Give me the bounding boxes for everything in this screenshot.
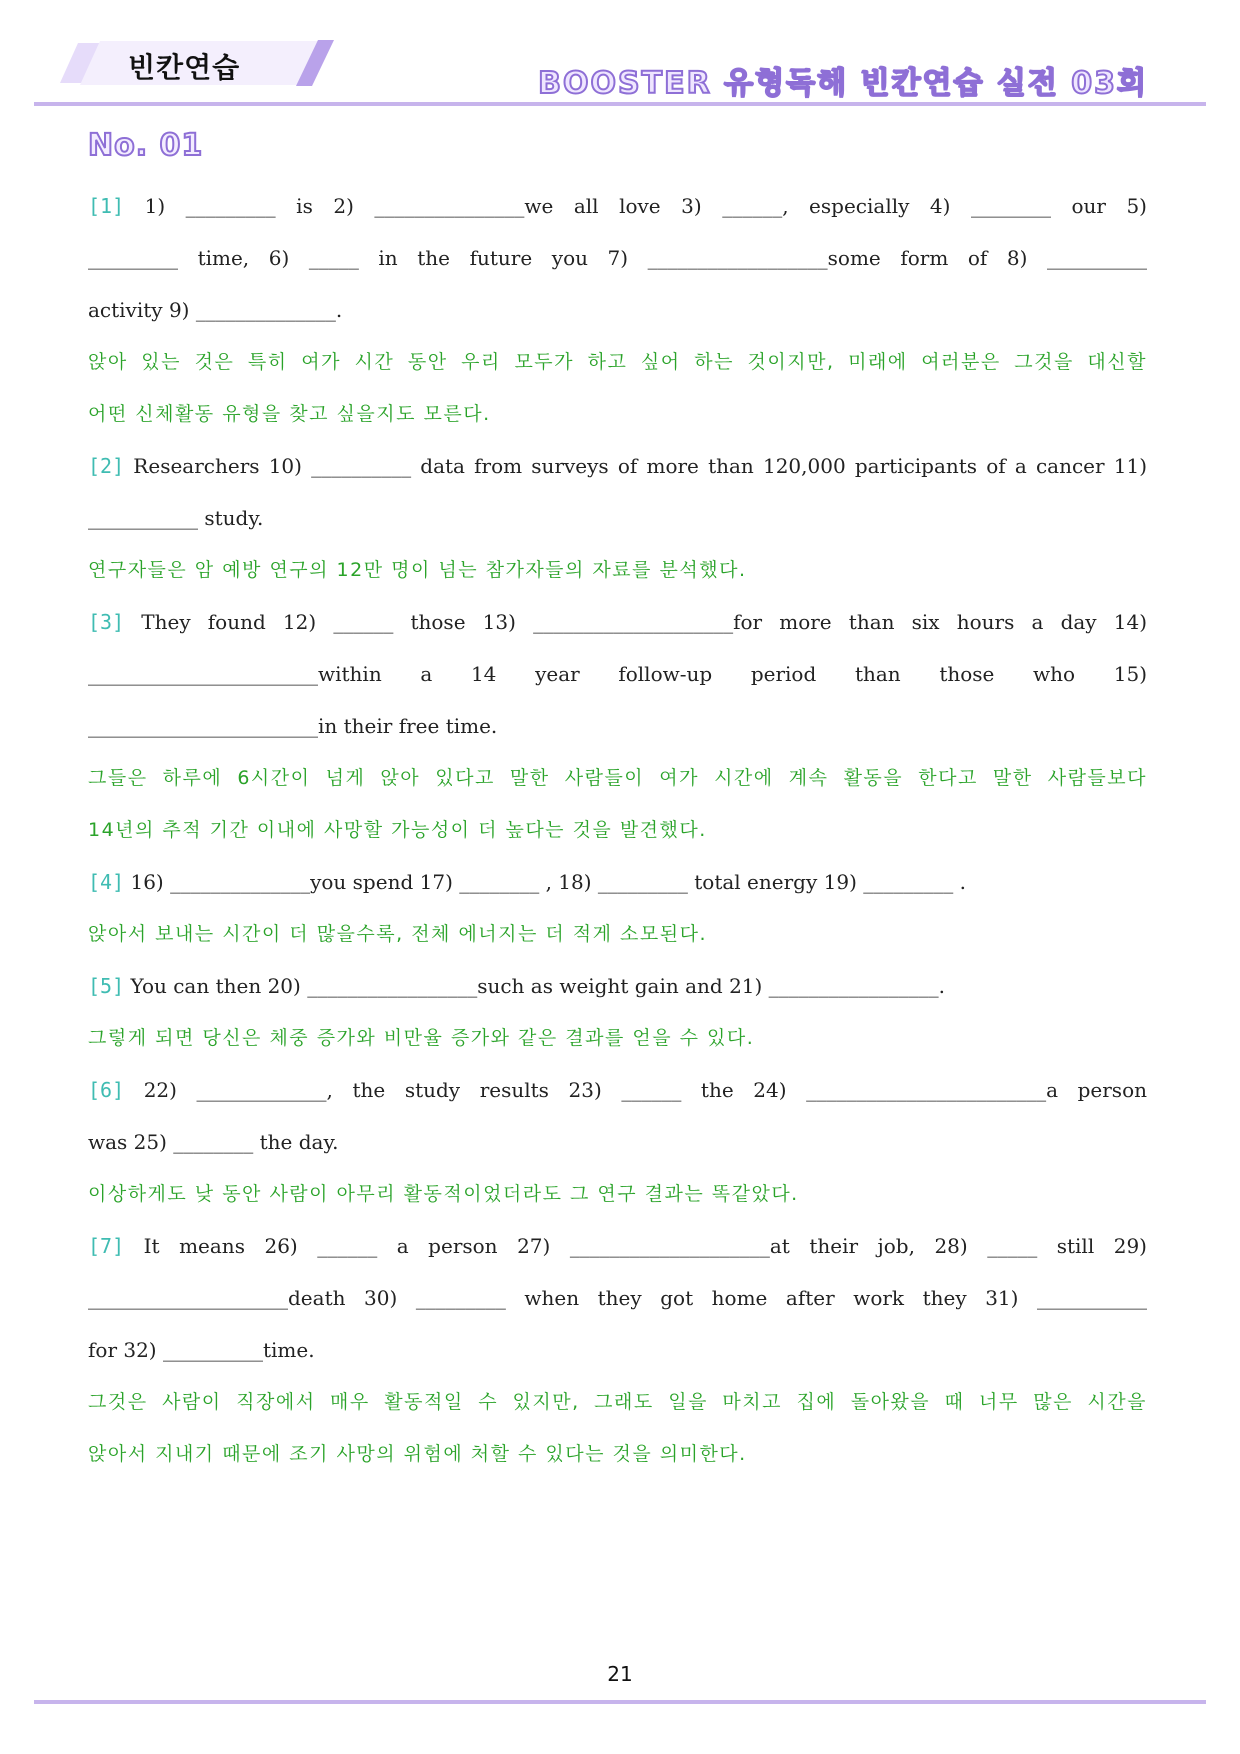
korean-translation-line	[88, 760, 1147, 812]
exercise-line	[88, 708, 1147, 760]
line-text: _______________________within a 14 year follow-up period than those who 15)	[88, 662, 1147, 686]
line-text: _________ time, 6) _____ in the future you 7) __________________some form of 8) __________	[88, 246, 1147, 270]
line-text: 그것은 사람이 직장에서 매우 활동적일 수 있지만, 그래도 일을 마치고 집에 돌아왔을 때 너무 많은 시간을	[88, 1391, 1147, 1413]
line-text: activity 9) ______________.	[88, 298, 343, 322]
korean-translation-line	[88, 1384, 1147, 1436]
korean-translation-line	[88, 344, 1147, 396]
exercise-line	[88, 1228, 1147, 1280]
exercise-line	[88, 1332, 1147, 1384]
footer-rule	[34, 1700, 1206, 1704]
korean-translation-line	[88, 552, 1147, 604]
item-marker: [1]	[88, 194, 125, 218]
item-marker: [2]	[88, 454, 125, 478]
item-marker: [5]	[88, 974, 125, 998]
section-tab-label: 빈칸연습	[128, 51, 241, 84]
line-text: They found 12) ______ those 13) ____________________for more than six hours a day 14)	[124, 610, 1147, 634]
item-marker: [7]	[88, 1234, 125, 1258]
problem-number: No. 01	[88, 128, 204, 163]
exercise-line	[88, 240, 1147, 292]
line-text: for 32) __________time.	[88, 1338, 315, 1362]
page-header	[0, 0, 1240, 110]
exercise-line	[88, 188, 1147, 240]
item-marker: [4]	[88, 870, 125, 894]
exercise-line	[88, 864, 1147, 916]
line-text: 14년의 추적 기간 이내에 사망할 가능성이 더 높다는 것을 발견했다.	[88, 819, 707, 841]
korean-translation-line	[88, 1020, 1147, 1072]
exercise-line	[88, 292, 1147, 344]
exercise-line	[88, 656, 1147, 708]
line-text: 어떤 신체활동 유형을 찾고 싶을지도 모른다.	[88, 403, 491, 425]
line-text: 연구자들은 암 예방 연구의 12만 명이 넘는 참가자들의 자료를 분석했다.	[88, 559, 747, 581]
line-text: 그들은 하루에 6시간이 넘게 앉아 있다고 말한 사람들이 여가 시간에 계속 활동을 한다고 말한 사람들보다	[88, 767, 1147, 789]
section-tab	[60, 40, 360, 86]
korean-translation-line	[88, 396, 1147, 448]
line-text: It means 26) ______ a person 27) ____________________at their job, 28) _____ still 29)	[124, 1234, 1147, 1258]
line-text: 16) ______________you spend 17) ________ , 18) _________ total energy 19) _________ .	[124, 870, 966, 894]
exercise-line	[88, 448, 1147, 500]
item-marker: [6]	[88, 1078, 125, 1102]
item-marker: [3]	[88, 610, 125, 634]
exercise-line	[88, 500, 1147, 552]
exercise-body	[88, 188, 1147, 1488]
line-text: ___________ study.	[88, 506, 264, 530]
korean-translation-line	[88, 1436, 1147, 1488]
exercise-lines	[88, 188, 1147, 1488]
korean-translation-line	[88, 916, 1147, 968]
line-text: ____________________death 30) _________ when they got home after work they 31) ___________	[88, 1286, 1147, 1310]
exercise-line	[88, 604, 1147, 656]
line-text: _______________________in their free time.	[88, 714, 498, 738]
line-text: 22) _____________, the study results 23) ______ the 24) ________________________a person	[124, 1078, 1147, 1102]
series-title: BOOSTER 유형독해 빈칸연습 실전 03회	[538, 66, 1148, 101]
line-text: 앉아서 지내기 때문에 조기 사망의 위험에 처할 수 있다는 것을 의미한다.	[88, 1443, 747, 1465]
exercise-line	[88, 1280, 1147, 1332]
line-text: 그렇게 되면 당신은 체중 증가와 비만율 증가와 같은 결과를 얻을 수 있다.	[88, 1027, 755, 1049]
line-text: You can then 20) _________________such as weight gain and 21) _________________.	[124, 974, 946, 998]
exercise-line	[88, 1124, 1147, 1176]
header-rule	[34, 102, 1206, 106]
exercise-line	[88, 968, 1147, 1020]
korean-translation-line	[88, 1176, 1147, 1228]
line-text: 앉아 있는 것은 특히 여가 시간 동안 우리 모두가 하고 싶어 하는 것이지만, 미래에 여러분은 그것을 대신할	[88, 351, 1147, 373]
line-text: was 25) ________ the day.	[88, 1130, 339, 1154]
exercise-line	[88, 1072, 1147, 1124]
page-number: 21	[607, 1662, 633, 1686]
line-text: Researchers 10) __________ data from surveys of more than 120,000 participants of a cancer 11)	[124, 454, 1147, 478]
line-text: 앉아서 보내는 시간이 더 많을수록, 전체 에너지는 더 적게 소모된다.	[88, 923, 707, 945]
line-text: 1) _________ is 2) _______________we all love 3) ______, especially 4) ________ our 5)	[124, 194, 1147, 218]
korean-translation-line	[88, 812, 1147, 864]
line-text: 이상하게도 낮 동안 사람이 아무리 활동적이었더라도 그 연구 결과는 똑같았다.	[88, 1183, 799, 1205]
